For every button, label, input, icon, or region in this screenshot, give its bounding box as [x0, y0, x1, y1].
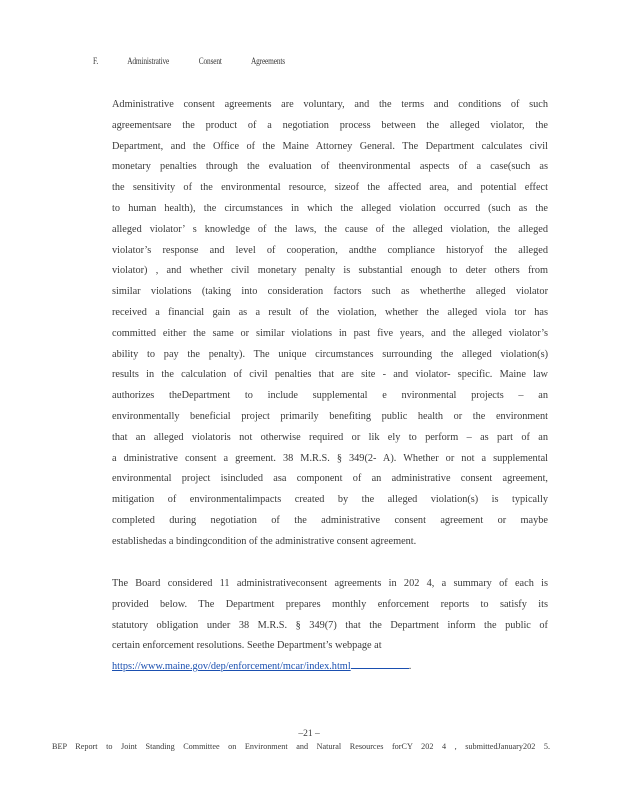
paragraph-line: The Board considered 11 administrativeconsent agreements in 202 4, a summary of each is: [112, 578, 548, 589]
paragraph-line: ability to pay the penalty). The unique circumstances surrounding the alleged violation(s): [112, 348, 548, 360]
paragraph-line: that an alleged violatoris not otherwise required or lik ely to perform – as part of an: [112, 431, 548, 443]
paragraph-line: violator) , and whether civil monetary penalty is substantial enough to deter others from: [112, 265, 548, 277]
paragraph-line: certain enforcement resolutions. Seethe Department’s webpage at: [112, 640, 382, 652]
link-trailing-period: .: [408, 661, 412, 673]
paragraph-line: a dministrative consent a greement. 38 M.R.S. § 349(2- A). Whether or not a supplemental: [112, 452, 548, 464]
paragraph-line: similar violations (taking into consideration factors such as whetherthe alleged violator: [112, 286, 548, 298]
section-heading: [93, 56, 313, 66]
paragraph-line: mitigation of environmentalimpacts created by the alleged violation(s) is typically: [112, 494, 548, 506]
paragraph-line: violator’s response and level of cooperation, andthe compliance historyof the alleged: [112, 244, 548, 256]
paragraph-line: Administrative consent agreements are voluntary, and the terms and conditions of such: [112, 99, 548, 110]
section-letter: F.: [93, 56, 99, 66]
paragraph-line: monetary penalties through the evaluation of theenvironmental aspects of a case(such as: [112, 161, 548, 173]
paragraph-line: to human health), the circumstances in which the alleged violation occurred (such as the: [112, 202, 548, 214]
paragraph-line: committed either the same or similar violations in past five years, and the alleged violator’s: [112, 327, 548, 339]
paragraph-line: establishedas a bindingcondition of the administrative consent agreement.: [112, 535, 417, 547]
paragraph-line: provided below. The Department prepares monthly enforcement reports to satisfy its: [112, 598, 548, 610]
paragraph-board-summary: [112, 574, 548, 678]
page-number: –21 –: [298, 729, 320, 739]
paragraph-line: authorizes theDepartment to include supplemental e nvironmental projects – an: [112, 390, 548, 402]
paragraph-line: environmental project isincluded asa component of an administrative consent agreement,: [112, 473, 548, 485]
paragraph-line: the sensitivity of the environmental resource, sizeof the affected area, and potential effect: [112, 182, 548, 194]
paragraph-line: results in the calculation of civil penalties that are site - and violator- specific. Maine law: [112, 369, 548, 381]
paragraph-line: received a financial gain as a result of the violation, whether the alleged viola tor has: [112, 306, 548, 318]
section-title-word: Consent: [198, 56, 222, 66]
paragraph-line: environmentally beneficial project primarily benefiting public health or the environment: [112, 410, 548, 422]
enforcement-webpage-link[interactable]: https://www.maine.gov/dep/enforcement/mcar/index.html: [112, 661, 351, 673]
link-underline-gap: [351, 659, 409, 669]
section-title-word: Administrative: [127, 56, 170, 66]
paragraph-line: alleged violator’ s knowledge of the laws, the cause of the alleged violation, the alleged: [112, 223, 548, 235]
paragraph-line: completed during negotiation of the administrative consent agreement or maybe: [112, 514, 548, 526]
paragraph-line: [112, 657, 548, 678]
paragraph-line: agreementsare the product of a negotiation process between the alleged violator, the: [112, 119, 548, 131]
page-footer: BEP Report to Joint Standing Committee on Environment and Natural Resources forCY 202 4 , submittedJanuary202 5.: [52, 742, 550, 751]
section-title-word: Agreements: [250, 56, 285, 66]
paragraph-line: Department, and the Office of the Maine Attorney General. The Department calculates civil: [112, 140, 548, 152]
paragraph-administrative-consent: [112, 95, 548, 553]
paragraph-line: statutory obligation under 38 M.R.S. § 349(7) that the Department inform the public of: [112, 619, 548, 631]
